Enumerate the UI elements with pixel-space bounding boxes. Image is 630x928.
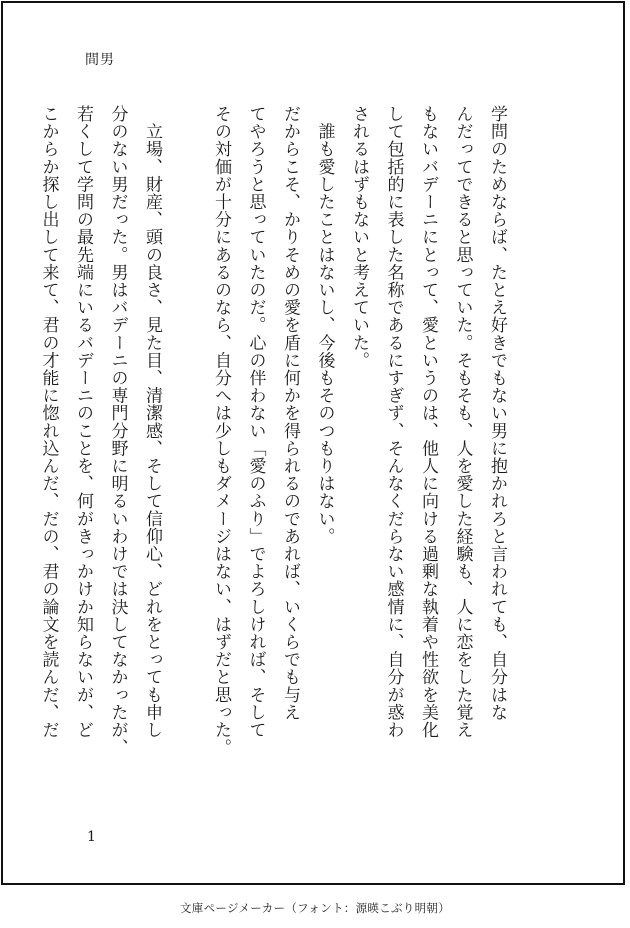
blank-line <box>169 105 204 805</box>
text-line: こからか探し出して来て、君の才能に惚れ込んだ、だの、君の論文を読んだ、だ <box>38 105 59 739</box>
text-line: して包括的に表した名称であるにすぎず、そんなくだらない感情に、自分が惑わ <box>383 105 404 739</box>
text-line: 若くして学問の最先端にいるバデーニのことを、何がきっかけか知らないが、ど <box>73 105 93 739</box>
text-line: 誰も愛したことはないし、今後もそのつもりはない。 <box>314 105 335 545</box>
footer-caption: 文庫ページメーカー（フォント：源暎こぶり明朝） <box>179 901 451 915</box>
text-line: もないバデーニにとって、愛というのは、他人に向ける過剰な執着や性欲を美化 <box>418 105 438 739</box>
text-line: されるはずもないと考えていた。 <box>349 105 369 369</box>
text-line: 学問のためならば、たとえ好きでもない男に抱かれろと言われても、自分はな <box>487 105 507 721</box>
text-line: 分のない男だった。男はバデーニの専門分野に明るいわけでは決してなかったが、 <box>107 105 128 757</box>
text-line: だからこそ、かりそめの愛を盾に何かを得られるのであれば、いくらでも与え <box>280 105 300 721</box>
running-title: 間男 <box>85 52 115 68</box>
body-text <box>31 105 514 805</box>
text-line: その対価が十分にあるのなら、自分へは少しもダメージはない、はずだと思った。 <box>211 105 231 757</box>
text-line: 立場、財産、頭の良さ、見た目、清潔感、そして信仰心、どれをとっても申し <box>142 105 162 739</box>
text-line: てやろうと思っていたのだ。心の伴わない「愛のふり」でよろしければ、そして <box>245 105 266 739</box>
book-page <box>1 1 625 885</box>
text-line: んだってできると思っていた。そもそも、人を愛した経験も、人に恋をした覚え <box>452 105 473 739</box>
page-number: 1 <box>87 829 96 845</box>
